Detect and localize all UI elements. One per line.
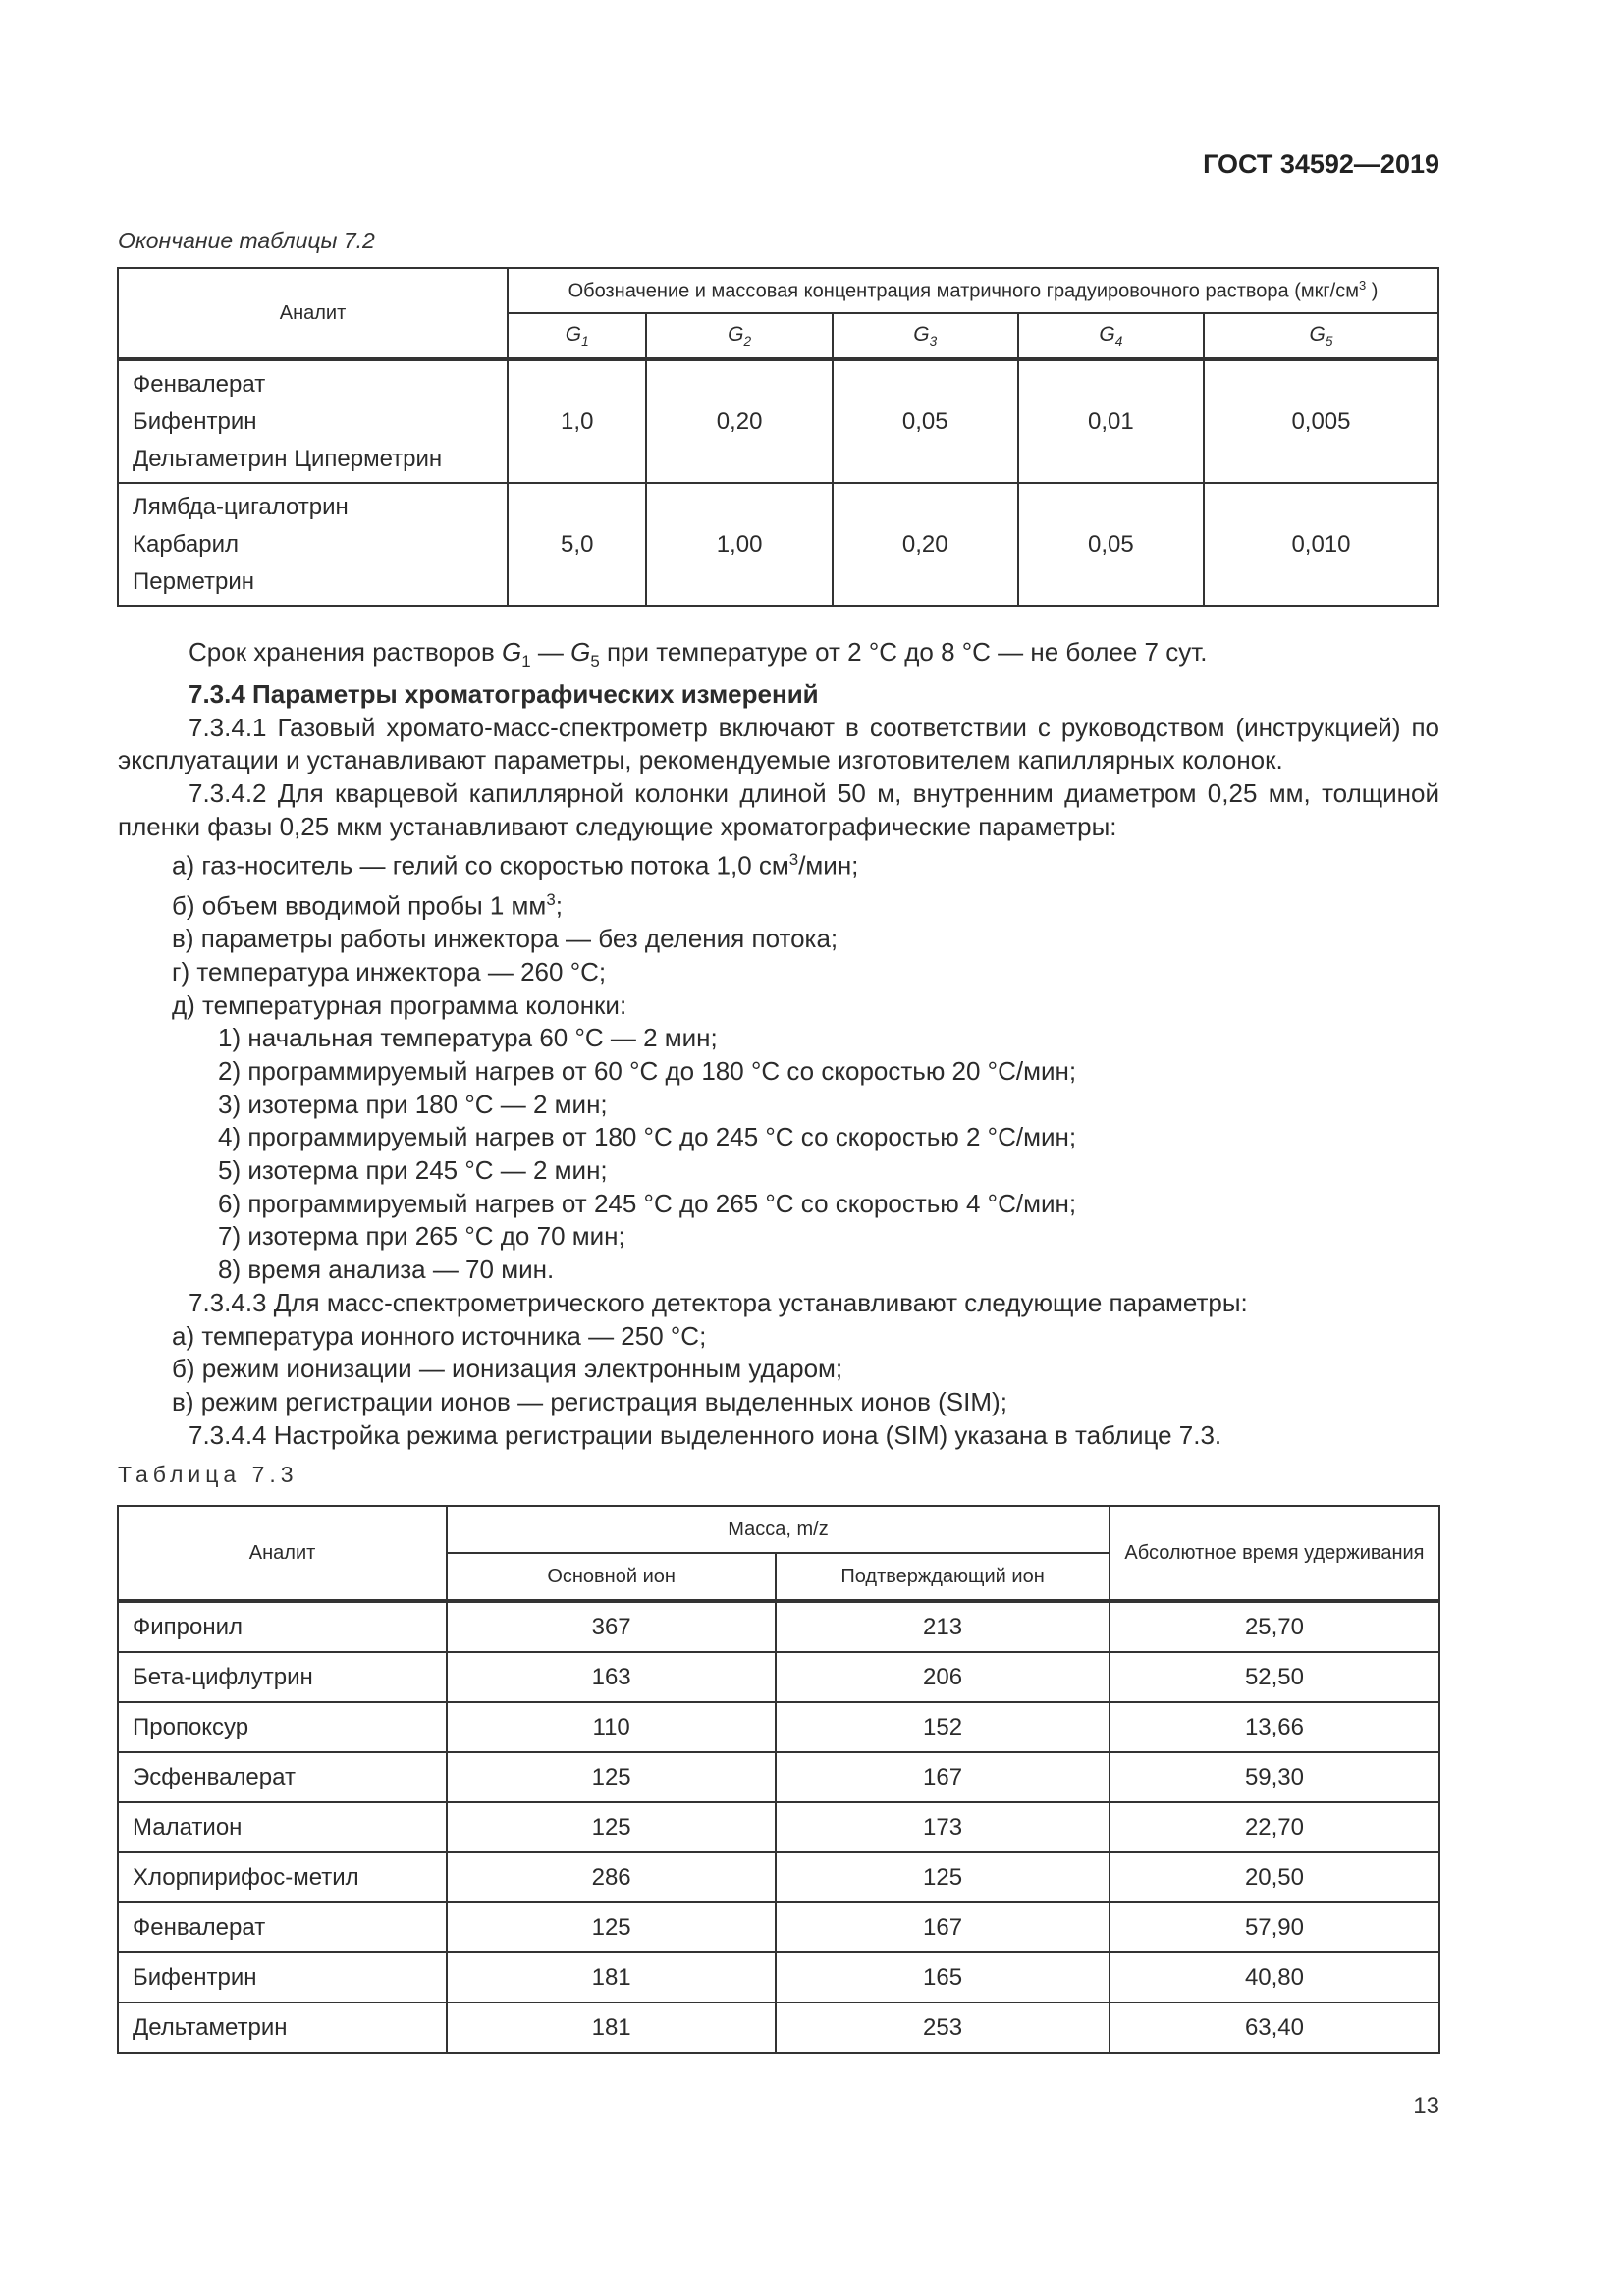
paragraph-7-3-4-2: 7.3.4.2 Для кварцевой капиллярной колонки длиной 50 м, внутренним диаметром 0,25 мм, толщиной пленки фазы 0,25 мкм устанавливают следующие хроматографические параметры: bbox=[118, 778, 1439, 841]
page-number: 13 bbox=[1413, 2093, 1439, 2119]
main-ion: 125 bbox=[447, 1802, 776, 1852]
paragraph-7-3-4-4: 7.3.4.4 Настройка режима регистрации выделенного иона (SIM) указана в таблице 7.3. bbox=[189, 1419, 1222, 1450]
confirm-ion: 173 bbox=[776, 1802, 1110, 1852]
table-7-3-mass-header: Масса, m/z bbox=[447, 1506, 1110, 1553]
confirm-ion: 253 bbox=[776, 2002, 1110, 2053]
main-ion: 110 bbox=[447, 1702, 776, 1752]
retention-time: 59,30 bbox=[1110, 1752, 1439, 1802]
concentration-g4: 0,05 bbox=[1018, 483, 1204, 606]
analyte-name: Дельтаметрин bbox=[118, 2002, 447, 2053]
table-row bbox=[118, 1601, 1439, 1652]
retention-time: 13,66 bbox=[1110, 1702, 1439, 1752]
table-row bbox=[118, 1852, 1439, 1902]
analyte-name: Малатион bbox=[118, 1802, 447, 1852]
table-row bbox=[118, 1652, 1439, 1702]
paragraph-7-3-4-1: 7.3.4.1 Газовый хромато-масс-спектрометр включают в соответствии с руководством (инструкцией) по эксплуатации и устанавливают параметры, рекомендуемые изготовителем капиллярных колонок. bbox=[118, 712, 1439, 775]
program-step: 8) время анализа — 70 мин. bbox=[218, 1255, 555, 1285]
table-7-2-col-g2: $G_2$ bbox=[646, 313, 832, 359]
retention-time: 57,90 bbox=[1110, 1902, 1439, 1952]
confirm-ion: 167 bbox=[776, 1752, 1110, 1802]
concentration-g4: 0,01 bbox=[1018, 359, 1204, 483]
table-7-3-time-header: Абсолютное время удерживания bbox=[1110, 1506, 1439, 1601]
table-7-2-col-g5: $G_5$ bbox=[1204, 313, 1438, 359]
confirm-ion: 165 bbox=[776, 1952, 1110, 2002]
program-step: 1) начальная температура 60 °С — 2 мин; bbox=[218, 1023, 718, 1053]
program-step: 5) изотерма при 245 °С — 2 мин; bbox=[218, 1155, 608, 1186]
list-item: в) режим регистрации ионов — регистрация выделенных ионов (SIM); bbox=[172, 1386, 1007, 1416]
program-step: 6) программируемый нагрев от 245 °С до 265 °С со скоростью 4 °С/мин; bbox=[218, 1188, 1077, 1218]
main-ion: 286 bbox=[447, 1852, 776, 1902]
retention-time: 20,50 bbox=[1110, 1852, 1439, 1902]
concentration-g3: 0,20 bbox=[833, 483, 1018, 606]
concentration-g3: 0,05 bbox=[833, 359, 1018, 483]
table-7-2 bbox=[117, 267, 1439, 607]
table-row bbox=[118, 2002, 1439, 2053]
retention-time: 40,80 bbox=[1110, 1952, 1439, 2002]
table-7-2-caption: Окончание таблицы 7.2 bbox=[118, 228, 375, 253]
body-text bbox=[118, 636, 1439, 1452]
table-7-2-col-g1: $G_1$ bbox=[508, 313, 646, 359]
analyte-name: Пропоксур bbox=[118, 1702, 447, 1752]
paragraph-7-3-4-3: 7.3.4.3 Для масс-спектрометрического детектора устанавливают следующие параметры: bbox=[189, 1287, 1248, 1317]
table-7-2-analit-header: Аналит bbox=[118, 268, 508, 359]
table-7-3-main-ion-header: Основной ион bbox=[447, 1553, 776, 1601]
analyte-name: Бета-цифлутрин bbox=[118, 1652, 447, 1702]
table-row bbox=[118, 483, 1438, 606]
analyte-names: Фенвалерат Бифентрин Дельтаметрин Циперметрин bbox=[118, 359, 508, 483]
analyte-name: Эсфенвалерат bbox=[118, 1752, 447, 1802]
program-step: 3) изотерма при 180 °С — 2 мин; bbox=[218, 1089, 608, 1119]
table-7-2-group-header: Обозначение и массовая концентрация матричного градуировочного раствора ($мкг/см^3$ ) bbox=[508, 268, 1438, 313]
table-7-3-caption: Таблица 7.3 bbox=[118, 1462, 298, 1487]
confirm-ion: 125 bbox=[776, 1852, 1110, 1902]
main-ion: 125 bbox=[447, 1752, 776, 1802]
document-id: ГОСТ 34592—2019 bbox=[1203, 149, 1439, 179]
concentration-g2: 1,00 bbox=[646, 483, 832, 606]
table-7-3 bbox=[117, 1505, 1440, 2054]
table-7-2-col-g4: $G_4$ bbox=[1018, 313, 1204, 359]
storage-paragraph: Срок хранения растворов $G_1$ — $G_5$ при температуре от 2 °С до 8 °С — не более 7 сут. bbox=[189, 637, 1208, 671]
concentration-g1: 5,0 bbox=[508, 483, 646, 606]
confirm-ion: 213 bbox=[776, 1601, 1110, 1652]
table-row bbox=[118, 1702, 1439, 1752]
list-item: а) температура ионного источника — 250 °С; bbox=[172, 1320, 707, 1351]
program-step: 7) изотерма при 265 °С до 70 мин; bbox=[218, 1221, 625, 1252]
list-item: г) температура инжектора — 260 °С; bbox=[172, 956, 607, 987]
retention-time: 52,50 bbox=[1110, 1652, 1439, 1702]
list-item: в) параметры работы инжектора — без деления потока; bbox=[172, 924, 839, 954]
table-row bbox=[118, 359, 1438, 483]
table-row bbox=[118, 1802, 1439, 1852]
main-ion: 181 bbox=[447, 2002, 776, 2053]
analyte-names: Лямбда-цигалотрин Карбарил Перметрин bbox=[118, 483, 508, 606]
table-row bbox=[118, 1952, 1439, 2002]
main-ion: 125 bbox=[447, 1902, 776, 1952]
analyte-name: Хлорпирифос-метил bbox=[118, 1852, 447, 1902]
analyte-name: Фипронил bbox=[118, 1601, 447, 1652]
main-ion: 367 bbox=[447, 1601, 776, 1652]
confirm-ion: 152 bbox=[776, 1702, 1110, 1752]
program-step: 4) программируемый нагрев от 180 °С до 245 °С со скоростью 2 °С/мин; bbox=[218, 1122, 1077, 1152]
list-item: д) температурная программа колонки: bbox=[172, 989, 627, 1020]
analyte-name: Бифентрин bbox=[118, 1952, 447, 2002]
table-7-3-analit-header: Аналит bbox=[118, 1506, 447, 1601]
main-ion: 181 bbox=[447, 1952, 776, 2002]
list-item: б) объем вводимой пробы 1 $мм^3$; bbox=[172, 889, 563, 921]
concentration-g5: 0,010 bbox=[1204, 483, 1438, 606]
table-row bbox=[118, 1752, 1439, 1802]
confirm-ion: 206 bbox=[776, 1652, 1110, 1702]
retention-time: 63,40 bbox=[1110, 2002, 1439, 2053]
retention-time: 25,70 bbox=[1110, 1601, 1439, 1652]
retention-time: 22,70 bbox=[1110, 1802, 1439, 1852]
table-row bbox=[118, 1902, 1439, 1952]
list-item: б) режим ионизации — ионизация электронным ударом; bbox=[172, 1354, 843, 1384]
table-7-2-col-g3: $G_3$ bbox=[833, 313, 1018, 359]
confirm-ion: 167 bbox=[776, 1902, 1110, 1952]
main-ion: 163 bbox=[447, 1652, 776, 1702]
analyte-name: Фенвалерат bbox=[118, 1902, 447, 1952]
program-step: 2) программируемый нагрев от 60 °С до 180 °С со скоростью 20 °С/мин; bbox=[218, 1055, 1077, 1086]
concentration-g5: 0,005 bbox=[1204, 359, 1438, 483]
list-item: а) газ-носитель — гелий со скоростью потока 1,0 $см^3$/мин; bbox=[172, 850, 859, 881]
section-heading: 7.3.4 Параметры хроматографических измерений bbox=[189, 678, 819, 709]
concentration-g1: 1,0 bbox=[508, 359, 646, 483]
table-7-3-confirm-ion-header: Подтверждающий ион bbox=[776, 1553, 1110, 1601]
concentration-g2: 0,20 bbox=[646, 359, 832, 483]
